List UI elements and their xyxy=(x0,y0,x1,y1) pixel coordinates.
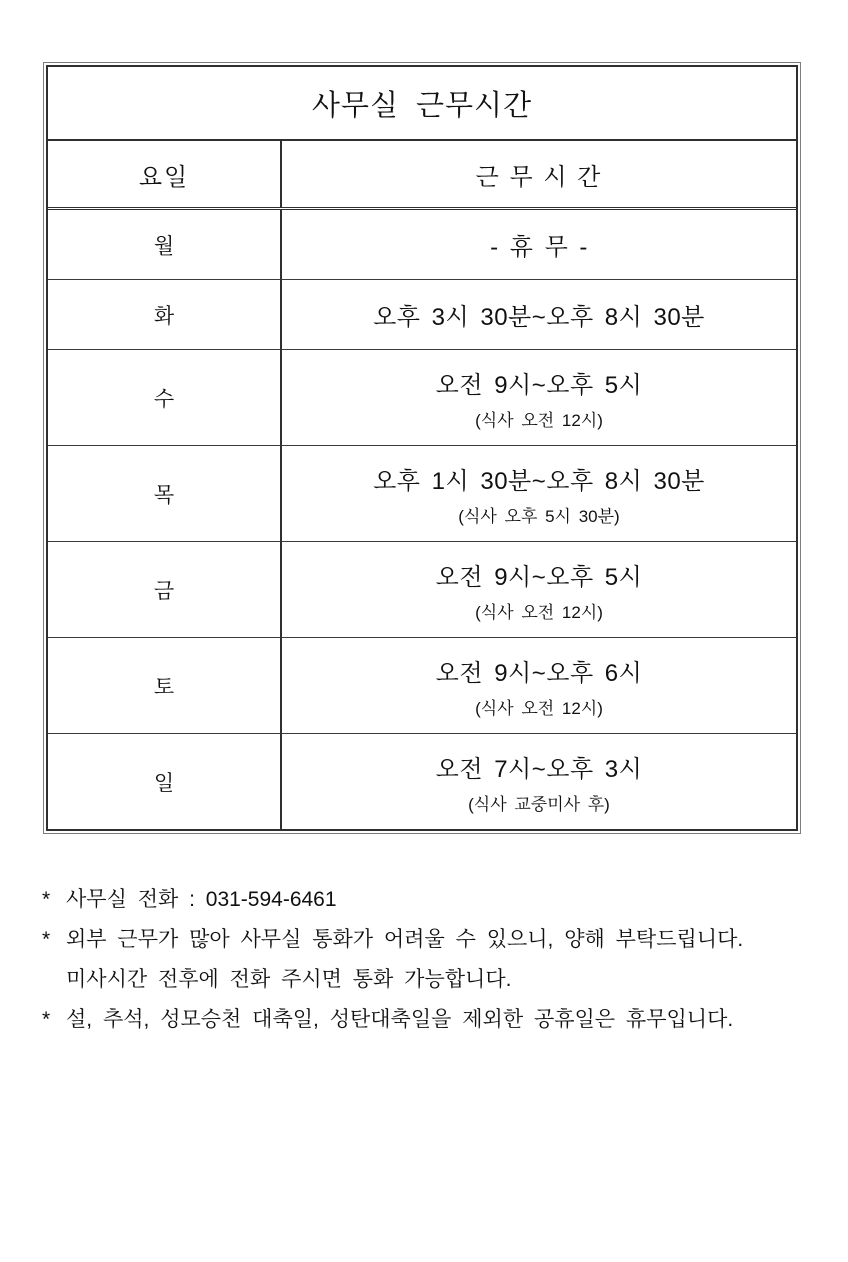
day-label: 목 xyxy=(153,483,175,507)
hours-cell xyxy=(282,542,796,637)
hours-cell xyxy=(282,280,796,349)
office-hours-table-inner xyxy=(46,65,798,831)
hours-text: 오전 9시~오후 6시 xyxy=(435,659,643,687)
table-title-row xyxy=(48,67,796,141)
day-cell xyxy=(48,350,282,445)
note-marker: * xyxy=(42,1008,51,1031)
day-cell xyxy=(48,280,282,349)
hours-cell xyxy=(282,350,796,445)
note-line: 미사시간 전후에 전화 주시면 통화 가능합니다. xyxy=(66,968,512,991)
hours-text: 오전 9시~오후 5시 xyxy=(435,371,643,399)
day-label: 수 xyxy=(153,387,175,411)
hours-text: - 휴 무 - xyxy=(490,234,588,261)
note-line: 설, 추석, 성모승천 대축일, 성탄대축일을 제외한 공휴일은 휴무입니다. xyxy=(66,1008,734,1031)
document-page xyxy=(0,62,848,1040)
note-text-block xyxy=(66,920,828,1000)
note-holiday-closure xyxy=(42,1000,828,1040)
day-cell xyxy=(48,542,282,637)
table-row-wednesday xyxy=(48,350,796,446)
day-label: 화 xyxy=(153,304,175,328)
hours-text: 오전 9시~오후 5시 xyxy=(435,563,643,591)
hours-note: (식사 오후 5시 30분) xyxy=(458,506,620,526)
note-text-block xyxy=(66,1000,828,1040)
note-line: 외부 근무가 많아 사무실 통화가 어려울 수 있으니, 양해 부탁드립니다. xyxy=(66,928,744,951)
table-row-thursday xyxy=(48,446,796,542)
footer-notes xyxy=(42,880,828,1040)
hours-note: (식사 교중미사 후) xyxy=(468,794,610,814)
day-label: 월 xyxy=(153,234,175,258)
table-row-monday xyxy=(48,210,796,280)
note-call-availability xyxy=(42,920,828,1000)
day-cell xyxy=(48,734,282,829)
hours-text: 오후 3시 30분~오후 8시 30분 xyxy=(373,304,705,331)
day-label: 일 xyxy=(153,771,175,795)
table-row-friday xyxy=(48,542,796,638)
column-header-hours: 근 무 시 간 xyxy=(475,163,603,191)
day-cell xyxy=(48,446,282,541)
hours-text: 오후 1시 30분~오후 8시 30분 xyxy=(373,467,705,495)
hours-note: (식사 오전 12시) xyxy=(475,698,603,718)
table-row-saturday xyxy=(48,638,796,734)
hours-note: (식사 오전 12시) xyxy=(475,602,603,622)
note-text-block xyxy=(66,880,828,920)
hours-cell xyxy=(282,446,796,541)
table-header-row xyxy=(48,141,796,210)
hours-note: (식사 오전 12시) xyxy=(475,410,603,430)
note-office-phone xyxy=(42,880,828,920)
note-marker: * xyxy=(42,888,51,911)
note-marker: * xyxy=(42,928,51,951)
hours-cell xyxy=(282,210,796,279)
day-label: 금 xyxy=(153,579,175,603)
note-line: 사무실 전화 : 031-594-6461 xyxy=(66,888,337,911)
table-title: 사무실 근무시간 xyxy=(311,89,533,122)
day-label: 토 xyxy=(153,675,175,699)
day-cell xyxy=(48,638,282,733)
hours-cell xyxy=(282,638,796,733)
column-header-day: 요일 xyxy=(138,163,190,191)
column-header-day-cell xyxy=(48,141,282,207)
hours-text: 오전 7시~오후 3시 xyxy=(435,755,643,783)
table-row-sunday xyxy=(48,734,796,829)
office-hours-table xyxy=(43,62,801,834)
hours-cell xyxy=(282,734,796,829)
column-header-hours-cell xyxy=(282,141,796,207)
table-row-tuesday xyxy=(48,280,796,350)
day-cell xyxy=(48,210,282,279)
